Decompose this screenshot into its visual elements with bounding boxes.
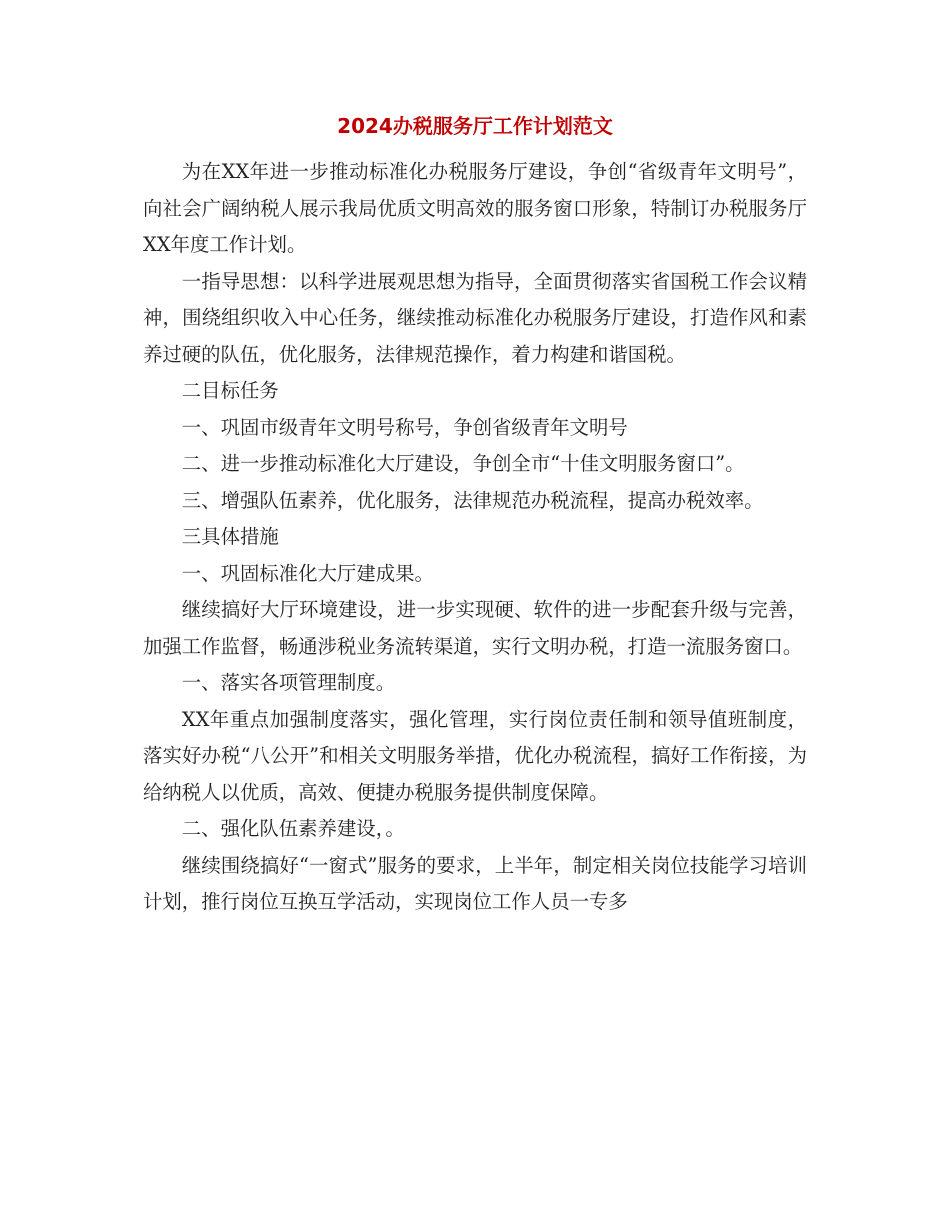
document-body bbox=[143, 154, 807, 921]
paragraph-goal-3: 三、增强队伍素养，优化服务，法律规范办税流程，提高办税效率。 bbox=[181, 488, 764, 512]
document-page bbox=[143, 112, 807, 921]
section-heading-measures: 三具体措施 bbox=[181, 525, 279, 548]
document-title: 2024办税服务厅工作计划范文 bbox=[337, 114, 613, 138]
paragraph-measure-2-heading: 一、落实各项管理制度。 bbox=[181, 671, 396, 694]
paragraph-guiding-thought: 一指导思想：以科学进展观思想为指导，全面贯彻落实省国税工作会议精神，围绕组织收入中心任务，继续推动标准化办税服务厅建设，打造作风和素养过硬的队伍，优化服务，法律规范操作，着力构建和谐国税。 bbox=[143, 269, 807, 366]
paragraph-goal-1: 一、巩固市级青年文明号称号，争创省级青年文明号 bbox=[181, 415, 628, 439]
section-heading-goals: 二目标任务 bbox=[181, 379, 279, 402]
paragraph-measure-3-heading: 二、强化队伍素养建设，。 bbox=[181, 817, 405, 840]
paragraph-measure-1-body: 继续搞好大厅环境建设，进一步实现硬、软件的进一步配套升级与完善，加强工作监督，畅通涉税业务流转渠道，实行文明办税，打造一流服务窗口。 bbox=[143, 598, 807, 658]
paragraph-intro: 为在XX年进一步推动标准化办税服务厅建设，争创“省级青年文明号”，向社会广阔纳税人展示我局优质文明高效的服务窗口形象，特制订办税服务厅XX年度工作计划。 bbox=[143, 160, 807, 256]
paragraph-goal-2: 二、进一步推动标准化大厅建设，争创全市“十佳文明服务窗口”。 bbox=[181, 452, 745, 475]
paragraph-measure-3-body: 继续围绕搞好“一窗式”服务的要求，上半年，制定相关岗位技能学习培训计划，推行岗位互换互学活动，实现岗位工作人员一专多 bbox=[143, 853, 807, 913]
paragraph-measure-2-body: XX年重点加强制度落实，强化管理，实行岗位责任制和领导值班制度，落实好办税“八公开”和相关文明服务举措，优化办税流程，搞好工作衔接，为给纳税人以优质，高效、便捷办税服务提供制度保障。 bbox=[143, 707, 807, 804]
paragraph-measure-1-heading: 一、巩固标准化大厅建成果。 bbox=[181, 561, 434, 585]
